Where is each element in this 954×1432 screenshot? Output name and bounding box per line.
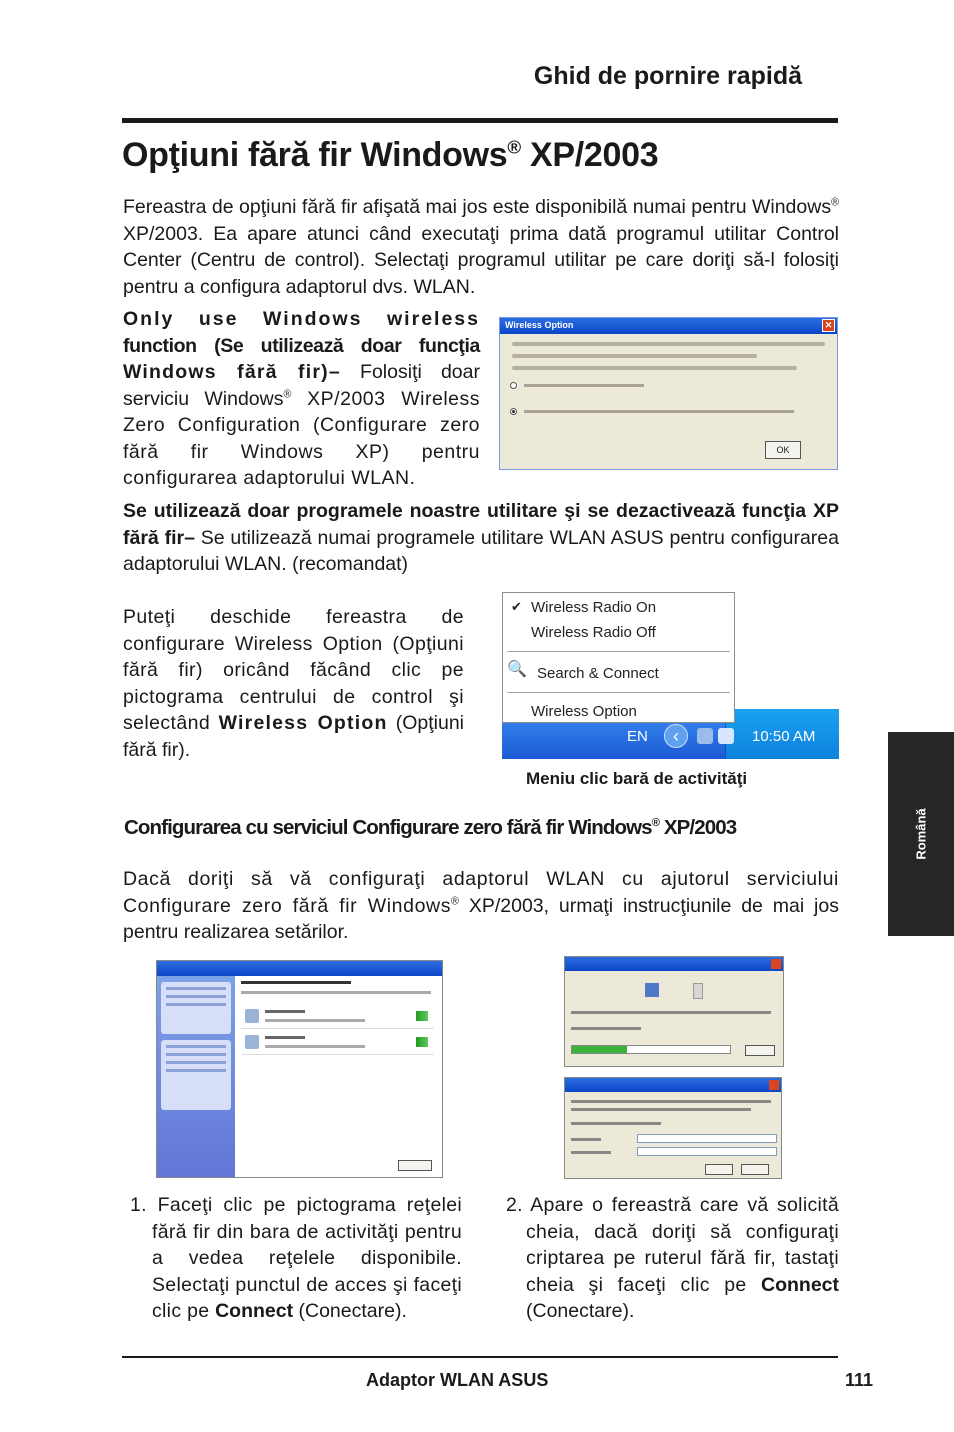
screenshot-titlebar [565, 957, 783, 971]
sidebar-panel [161, 982, 231, 1034]
header-title: Ghid de pornire rapidă [533, 62, 802, 90]
check-icon: ✔ [511, 599, 522, 614]
dialog-title: Wireless Option [505, 320, 574, 330]
screenshot-titlebar [157, 961, 442, 976]
field-label-line [571, 1138, 601, 1141]
confirm-key-input[interactable] [637, 1147, 777, 1156]
taskbar-context-menu [502, 592, 735, 723]
connecting-screenshot [564, 956, 784, 1067]
menu-item-radio-off[interactable]: Wireless Radio Off [531, 624, 656, 641]
sidebar-panel [161, 1040, 231, 1110]
footer-product: Adaptor WLAN ASUS [366, 1370, 549, 1390]
connect-button[interactable] [398, 1160, 432, 1171]
screenshot-heading-line [241, 981, 351, 984]
screenshot-text-line [571, 1027, 641, 1030]
radio-label-line [524, 384, 644, 387]
screenshot-sidebar [157, 976, 235, 1177]
open-wireless-option-paragraph: Puteţi deschide fereastra de configurare Wireless Option (Opţiuni fără fir) oricând făcând clic pe pictograma centrului de control şi selectând Wireless Option (Opţiuni fără fir). [123, 606, 464, 761]
network-key-screenshot [564, 1077, 782, 1179]
page-number: 111 [845, 1370, 874, 1390]
cancel-button[interactable] [745, 1045, 775, 1056]
section-heading: Configurarea cu serviciul Configurare zero fără fir Windows® XP/2003 [124, 816, 737, 839]
router-icon [693, 983, 703, 999]
network-list-item[interactable] [241, 1031, 434, 1055]
dialog-text-line [512, 354, 757, 358]
cancel-button[interactable] [741, 1164, 769, 1175]
network-tray-icon[interactable] [697, 728, 713, 744]
dialog-titlebar [500, 318, 837, 334]
choose-network-screenshot [156, 960, 443, 1178]
control-center-tray-icon[interactable] [718, 728, 734, 744]
computer-icon [645, 983, 659, 997]
radio-asus-only[interactable] [510, 408, 517, 415]
search-icon: 🔍 [507, 661, 527, 678]
progress-bar [571, 1045, 731, 1054]
network-key-input[interactable] [637, 1134, 777, 1143]
intro-paragraph: Fereastra de opţiuni fără fir afişată mai jos este disponibilă numai pentru Windows® XP/2003. Ea apare atunci când executaţi prima dată programul utilitar Control Center (Centru de control). Selectaţi programul utilitar pe care doriţi să-l folosiţi pentru a configura adaptorul dvs. WLAN. [123, 196, 839, 298]
step-2: 2. Apare o fereastră care vă solicită cheia, dacă doriţi să configuraţi criptarea pe ruterul fără fir, tastaţi cheia şi faceţi clic pe Connect (Conectare). [506, 1194, 839, 1322]
radio-windows-only[interactable] [510, 382, 517, 389]
screenshot-text-line [241, 991, 431, 994]
dialog-text-line [512, 366, 797, 370]
tray-lang: EN [627, 728, 648, 745]
screenshot-text-line [571, 1011, 771, 1014]
tray-clock: 10:50 AM [752, 728, 816, 745]
menu-separator [507, 651, 730, 652]
radio-label-line [524, 410, 794, 413]
screenshot-text-line [571, 1122, 661, 1125]
screenshot-titlebar [565, 1078, 781, 1092]
close-icon[interactable]: ✕ [822, 319, 835, 332]
ok-button[interactable]: OK [765, 441, 801, 459]
menu-separator [507, 692, 730, 693]
option-windows-wireless: Only use Windows wireless function (Se utilizează doar funcţia Windows fără fir)– Folosiţi doar serviciu Windows® XP/2003 Wireless Zero Configuration (Configurare zero fără fir Windows XP) pentru configurarea adaptorului WLAN. [123, 308, 480, 489]
menu-item-radio-on[interactable]: Wireless Radio On [531, 599, 657, 616]
screenshot-text-line [571, 1108, 751, 1111]
page-title: Opţiuni fără fir Windows® XP/2003 [122, 136, 659, 174]
option-asus-utilities: Se utilizează doar programele noastre utilitare şi se dezactivează funcţia XP fără fir– Se utilizează numai programele utilitare WLAN ASUS pentru configurarea adaptorului WLAN. (recomandat) [123, 500, 839, 575]
language-tab: Română [888, 732, 954, 936]
menu-item-search-connect[interactable]: Search & Connect [537, 665, 659, 682]
menu-caption: Meniu clic bară de activităţi [526, 769, 748, 788]
tray-arrow-icon[interactable]: ‹ [664, 724, 688, 748]
menu-item-wireless-option[interactable]: Wireless Option [531, 703, 637, 720]
step-1: 1. Faceţi clic pe pictograma reţelei fără fir din bara de activităţi pentru a vedea reţelele disponibile. Selectaţi punctul de acces şi faceţi clic pe Connect (Conectare). [130, 1194, 462, 1322]
top-rule [122, 118, 838, 123]
connect-button[interactable] [705, 1164, 733, 1175]
field-label-line [571, 1151, 611, 1154]
dialog-text-line [512, 342, 825, 346]
wireless-option-dialog [499, 317, 838, 470]
network-list-item[interactable] [241, 1005, 434, 1029]
bottom-rule [122, 1356, 838, 1358]
zero-config-paragraph: Dacă doriţi să vă configuraţi adaptorul WLAN cu ajutorul serviciului Configurare zero fără fir Windows® XP/2003, urmaţi instrucţiunile de mai jos pentru realizarea setărilor. [123, 868, 839, 943]
screenshot-text-line [571, 1100, 771, 1103]
